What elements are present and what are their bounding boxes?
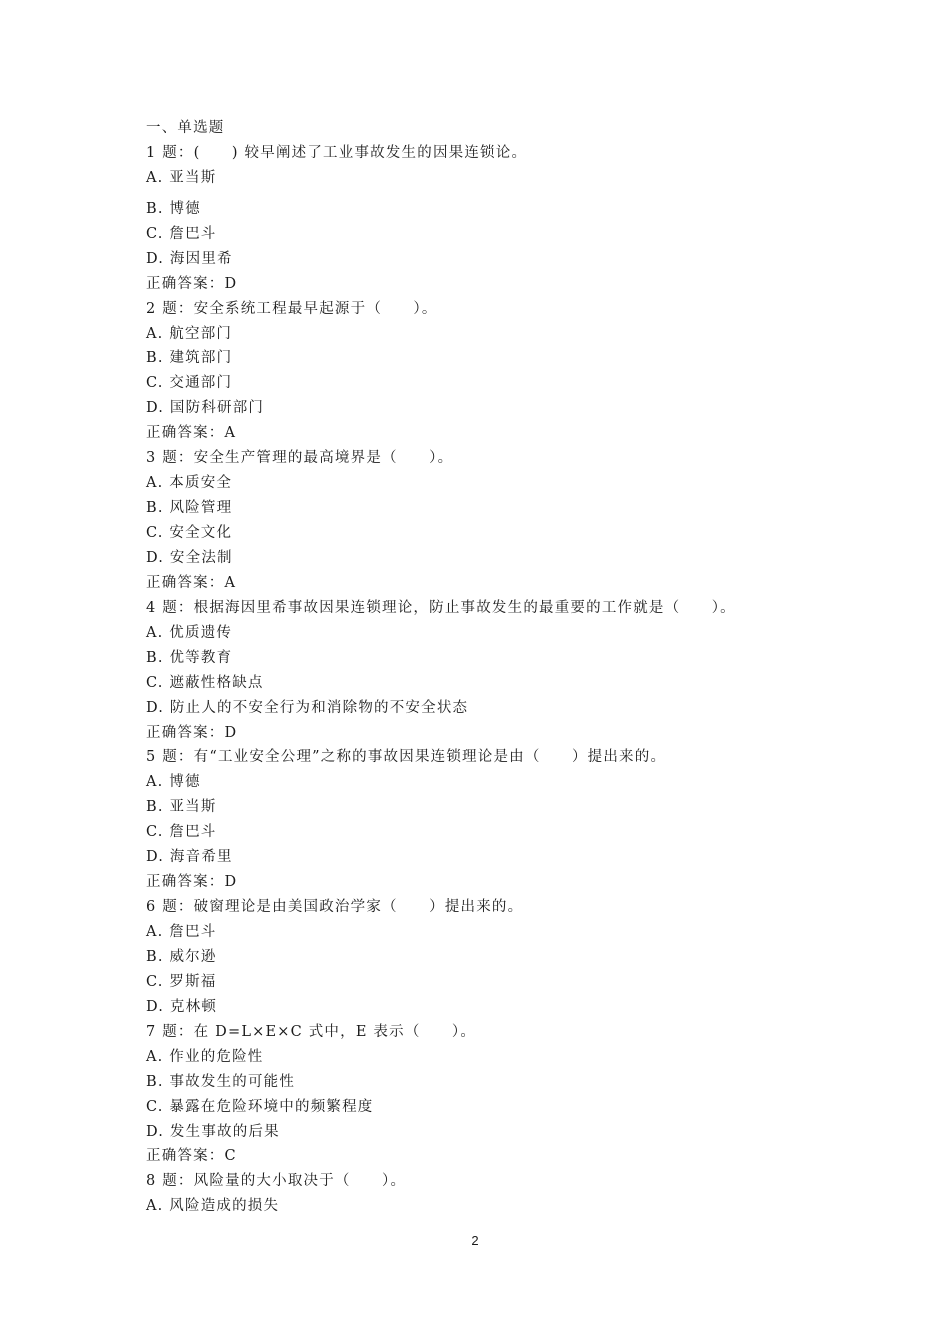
option-a: A. 风险造成的损失 <box>146 1198 280 1215</box>
option-b: B. 亚当斯 <box>146 799 217 816</box>
page-number: 2 <box>471 1233 479 1248</box>
option-c: C. 安全文化 <box>146 525 233 541</box>
option-a: A. 博德 <box>146 774 201 791</box>
option-d: D. 海因里希 <box>146 250 233 267</box>
question-stem: 8 题：风险量的大小取决于（ ）。 <box>146 1173 407 1190</box>
option-a: A. 亚当斯 <box>146 169 217 186</box>
question-list <box>146 116 866 1219</box>
question-stem: 5 题：有“工业安全公理”之称的事故因果连锁理论是由（ ）提出来的。 <box>146 749 667 766</box>
question-stem: 1 题：( ) 较早阐述了工业事故发生的因果连锁论。 <box>146 144 528 161</box>
option-b: B. 博德 <box>146 200 201 217</box>
option-b: B. 风险管理 <box>146 500 233 517</box>
option-d: D. 防止人的不安全行为和消除物的不安全状态 <box>146 699 469 716</box>
question-stem: 6 题：破窗理论是由美国政治学家（ ）提出来的。 <box>146 899 524 916</box>
option-a: A. 优质遗传 <box>146 624 233 641</box>
option-d: D. 海音希里 <box>146 849 233 866</box>
correct-answer: 正确答案：D <box>146 724 238 741</box>
option-c: C. 詹巴斗 <box>146 824 217 841</box>
correct-answer: 正确答案：D <box>146 874 238 891</box>
option-d: D. 发生事故的后果 <box>146 1123 280 1140</box>
option-a: A. 航空部门 <box>146 325 233 342</box>
option-c: C. 罗斯福 <box>146 973 217 990</box>
question-stem: 7 题：在 D=L×E×C 式中，E 表示（ ）。 <box>146 1023 477 1040</box>
question-stem: 2 题：安全系统工程最早起源于（ ）。 <box>146 300 438 317</box>
section-title: 一、单选题 <box>146 120 225 136</box>
option-b: B. 优等教育 <box>146 649 233 666</box>
option-c: C. 交通部门 <box>146 375 233 392</box>
option-d: D. 克林顿 <box>146 998 218 1015</box>
question-stem: 4 题：根据海因里希事故因果连锁理论，防止事故发生的最重要的工作就是（ ）。 <box>146 599 736 616</box>
correct-answer: 正确答案：A <box>146 574 237 591</box>
correct-answer: 正确答案：D <box>146 275 238 292</box>
correct-answer: 正确答案：A <box>146 425 237 442</box>
option-b: B. 建筑部门 <box>146 350 233 367</box>
option-a: A. 作业的危险性 <box>146 1048 264 1065</box>
correct-answer: 正确答案：C <box>146 1148 237 1165</box>
option-d: D. 国防科研部门 <box>146 400 265 417</box>
option-b: B. 事故发生的可能性 <box>146 1073 296 1090</box>
option-d: D. 安全法制 <box>146 549 233 566</box>
question-stem: 3 题：安全生产管理的最高境界是（ ）。 <box>146 450 454 467</box>
option-c: C. 遮蔽性格缺点 <box>146 674 264 691</box>
option-b: B. 威尔逊 <box>146 948 217 965</box>
option-a: A. 詹巴斗 <box>146 924 217 940</box>
option-c: C. 暴露在危险环境中的频繁程度 <box>146 1098 374 1115</box>
option-a: A. 本质安全 <box>146 475 233 492</box>
option-c: C. 詹巴斗 <box>146 225 217 242</box>
